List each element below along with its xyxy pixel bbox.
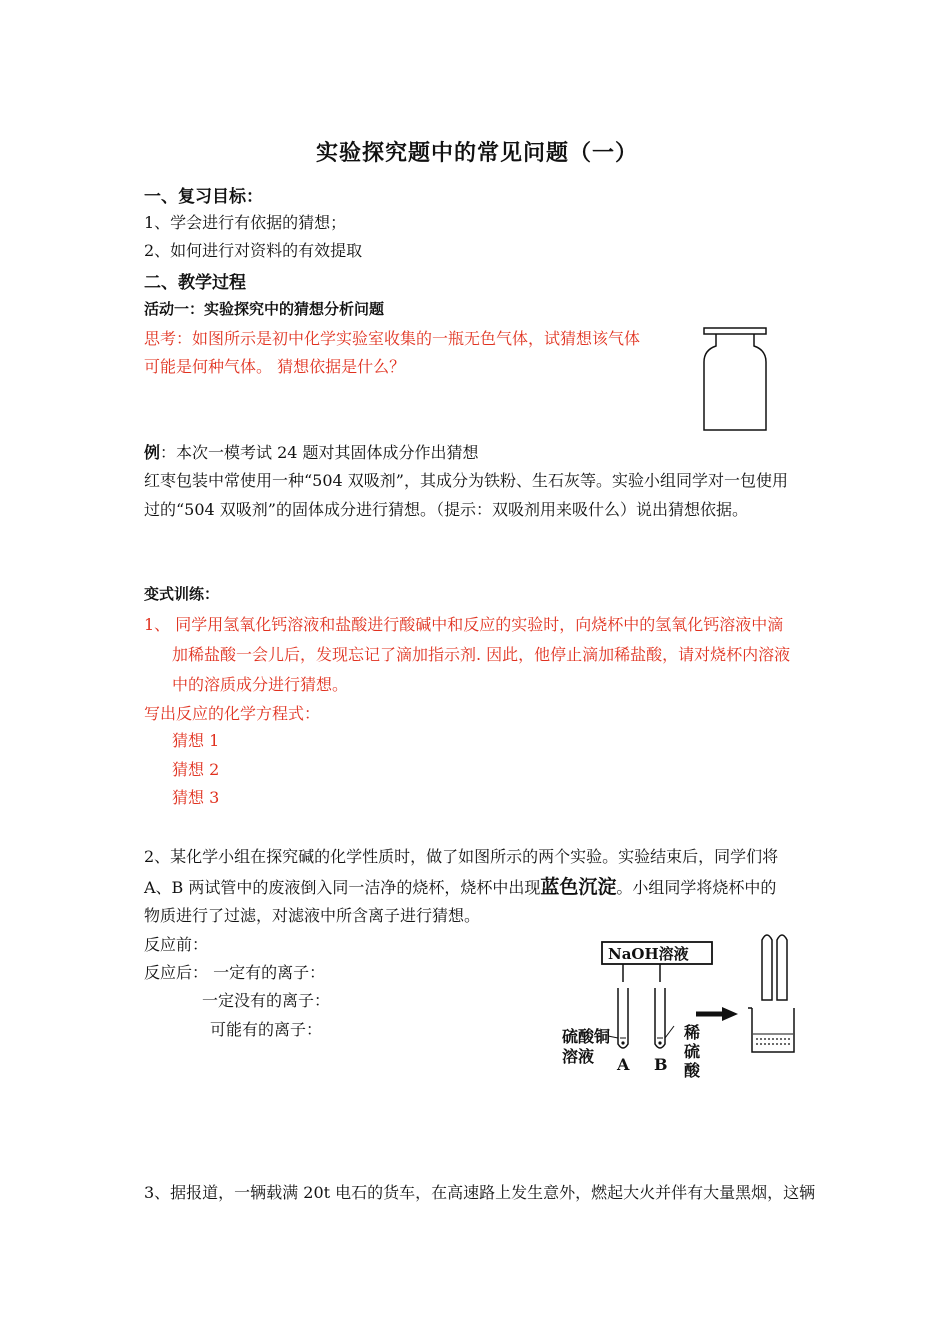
goal-item-2: 2、如何进行对资料的有效提取 <box>144 241 363 260</box>
q2-line-2-start: A、B 两试管中的废液倒入同一洁净的烧杯，烧杯中出现 <box>144 878 541 897</box>
guess-3: 猜想 3 <box>172 788 220 807</box>
h2so4-char-1: 稀 <box>684 1023 701 1042</box>
example-para-line-1: 红枣包装中常使用一种“504 双吸剂”，其成分为铁粉、生石灰等。实验小组同学对一包使用 <box>144 471 788 490</box>
tube-b-label: B <box>654 1055 668 1074</box>
guess-2: 猜想 2 <box>172 760 220 779</box>
q2-line-2-end: 。小组同学将烧杯中的 <box>616 878 777 897</box>
h2so4-char-3: 酸 <box>684 1061 701 1080</box>
q2-line-2 <box>144 872 776 899</box>
experiment-figure <box>556 926 806 1086</box>
q2-line-1: 2、某化学小组在探究碱的化学性质时，做了如图所示的两个实验。实验结束后，同学们将 <box>144 847 779 866</box>
possible-ions: 可能有的离子： <box>210 1020 323 1039</box>
think-line-2: 可能是何种气体。 猜想依据是什么？ <box>144 357 406 376</box>
q1-line-2: 加稀盐酸一会儿后，发现忘记了滴加指示剂. 因此，他停止滴加稀盐酸，请对烧杯内溶液 <box>172 645 791 664</box>
gas-bottle-figure <box>698 322 772 434</box>
think-line-1: 思考：如图所示是初中化学实验室收集的一瓶无色气体，试猜想该气体 <box>144 329 641 348</box>
guess-1: 猜想 1 <box>172 731 220 750</box>
page-title: 实验探究题中的常见问题（一） <box>316 140 639 166</box>
goal-item-1: 1、学会进行有依据的猜想； <box>144 213 347 232</box>
example-text: ：本次一模考试 24 题对其固体成分作出猜想 <box>160 443 479 462</box>
blue-precipitate-emphasis: 蓝色沉淀 <box>540 876 617 898</box>
q3-line-1: 3、据报道，一辆载满 20t 电石的货车，在高速路上发生意外，燃起大火并伴有大量黑烟，这辆 <box>144 1183 816 1202</box>
section1-heading: 一、复习目标： <box>144 187 263 207</box>
example-para-line-2: 过的“504 双吸剂”的固体成分进行猜想。（提示：双吸剂用来吸什么）说出猜想依据。 <box>144 500 748 519</box>
q2-line-3: 物质进行了过滤，对滤液中所含离子进行猜想。 <box>144 906 481 925</box>
certainly-absent-ions: 一定没有的离子： <box>202 991 331 1010</box>
h2so4-char-2: 硫 <box>684 1042 701 1061</box>
naoh-label: NaOH溶液 <box>608 945 689 963</box>
q1-line-1: 1、 同学用氢氧化钙溶液和盐酸进行酸碱中和反应的实验时，向烧杯中的氢氧化钙溶液中滴 <box>144 615 784 634</box>
example-label: 例 <box>144 443 161 462</box>
cuso4-label-2: 溶液 <box>562 1047 595 1066</box>
section2-heading: 二、教学过程 <box>144 273 246 293</box>
before-reaction: 反应前： <box>144 935 209 954</box>
example-line <box>144 440 479 463</box>
cuso4-label-1: 硫酸铜 <box>562 1027 611 1046</box>
tube-a-label: A <box>617 1055 630 1074</box>
equation-prompt: 写出反应的化学方程式： <box>144 704 321 723</box>
q1-line-3: 中的溶质成分进行猜想。 <box>172 675 349 694</box>
activity1-heading: 活动一：实验探究中的猜想分析问题 <box>144 300 385 318</box>
variant-heading: 变式训练： <box>144 585 220 603</box>
after-reaction-certain-ions: 反应后： 一定有的离子： <box>144 963 326 982</box>
